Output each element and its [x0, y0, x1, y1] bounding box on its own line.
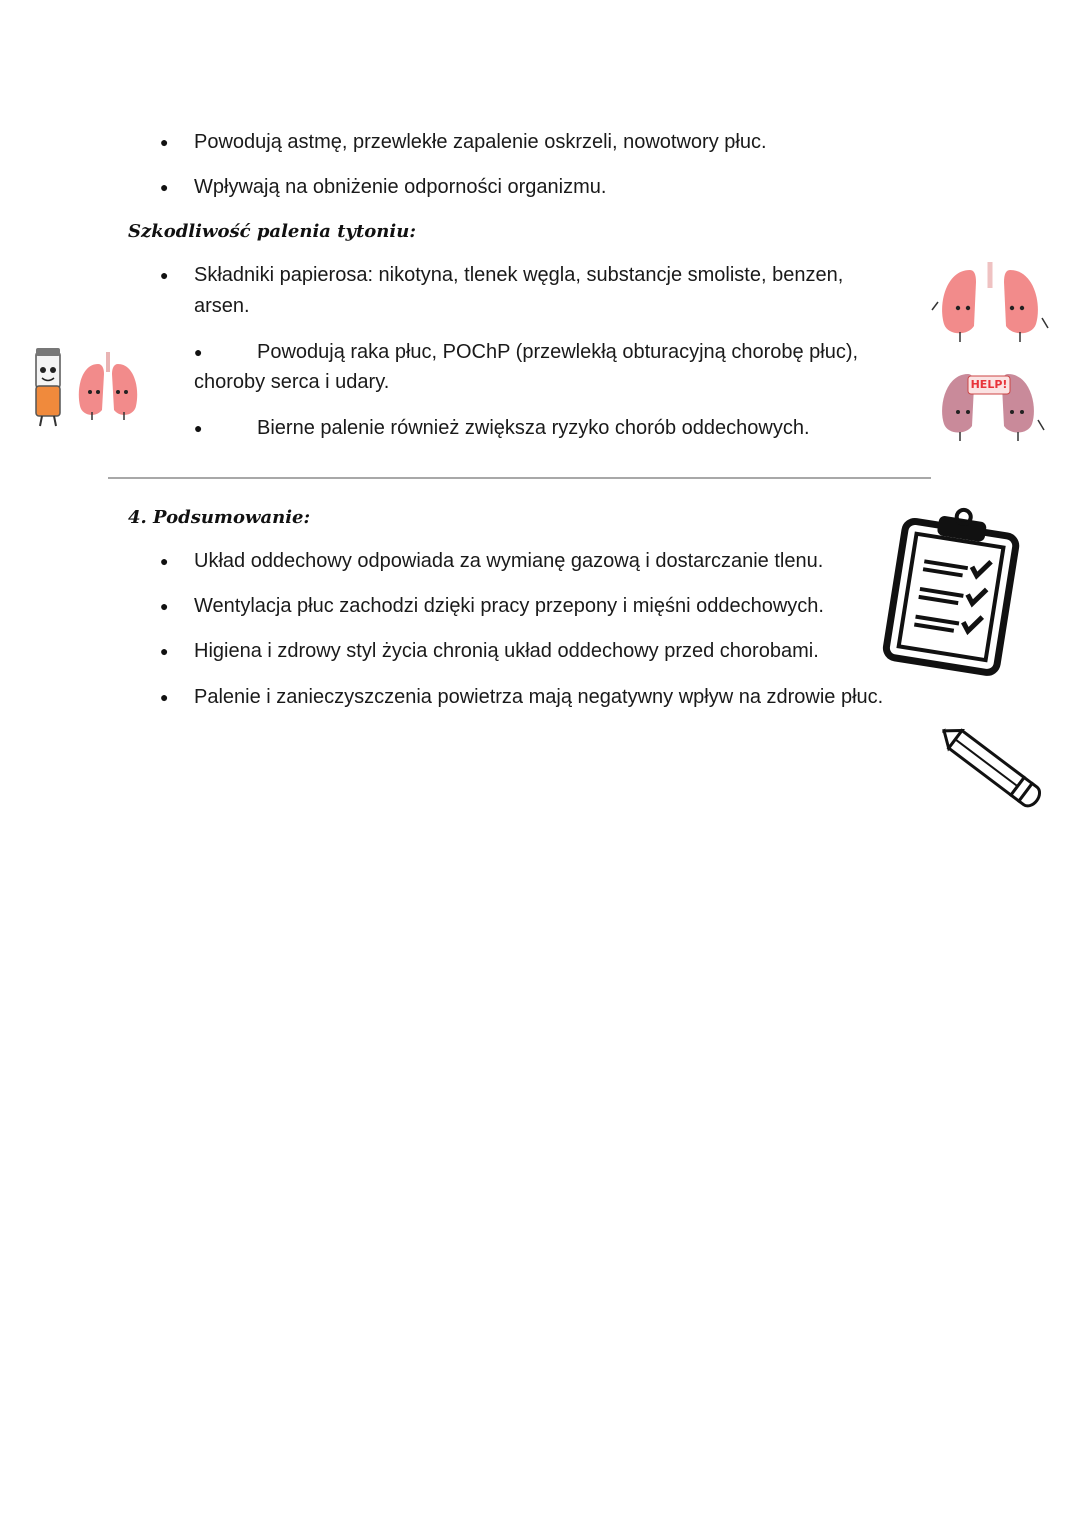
smoking-item-1-line-2: arsen. [194, 295, 250, 317]
smoking-item-3: Bierne palenie również zwiększa ryzyko chorób oddechowych. [257, 417, 810, 439]
help-sticker-text: HELP! [970, 378, 1008, 391]
clipboard-checklist-icon [880, 506, 1025, 676]
bullet-dot: ● [160, 598, 169, 614]
summary-heading: 4. Podsumowanie: [128, 507, 311, 528]
smoking-heading: Szkodliwość palenia tytoniu: [128, 221, 416, 242]
smoking-item-2-line-2: choroby serca i udary. [194, 371, 390, 393]
section-divider [108, 477, 931, 479]
bullet-dot: ● [160, 643, 169, 659]
bullet-dot: ● [194, 344, 203, 360]
bullet-dot: ● [160, 553, 169, 569]
lungs-icon [79, 352, 137, 420]
cigarette-icon [36, 348, 60, 426]
top-bullet-2: Wpływają na obniżenie odporności organizmu. [194, 176, 607, 198]
pencil-icon [936, 722, 1048, 812]
smoking-item-1-line-1: Składniki papierosa: nikotyna, tlenek węgla, substancje smoliste, benzen, [194, 264, 844, 286]
bullet-dot: ● [160, 689, 169, 705]
bullet-dot: ● [160, 267, 169, 283]
top-bullet-1: Powodują astmę, przewlekłe zapalenie oskrzeli, nowotwory płuc. [194, 131, 767, 153]
summary-bullet-1: Układ oddechowy odpowiada za wymianę gazową i dostarczanie tlenu. [194, 550, 824, 572]
bullet-dot: ● [160, 179, 169, 195]
cigarette-lungs-icon [20, 340, 165, 435]
bullet-dot: ● [194, 420, 203, 436]
summary-bullet-4: Palenie i zanieczyszczenia powietrza mają negatywny wpływ na zdrowie płuc. [194, 686, 884, 708]
smoking-item-2-line-1: Powodują raka płuc, POChP (przewlekłą obturacyjną chorobę płuc), [257, 341, 859, 363]
happy-lungs-icon [930, 262, 1050, 346]
bullet-dot: ● [160, 134, 169, 150]
summary-bullet-3: Higiena i zdrowy styl życia chronią układ oddechowy przed chorobami. [194, 640, 819, 662]
summary-bullet-2: Wentylacja płuc zachodzi dzięki pracy przepony i mięśni oddechowych. [194, 595, 824, 617]
